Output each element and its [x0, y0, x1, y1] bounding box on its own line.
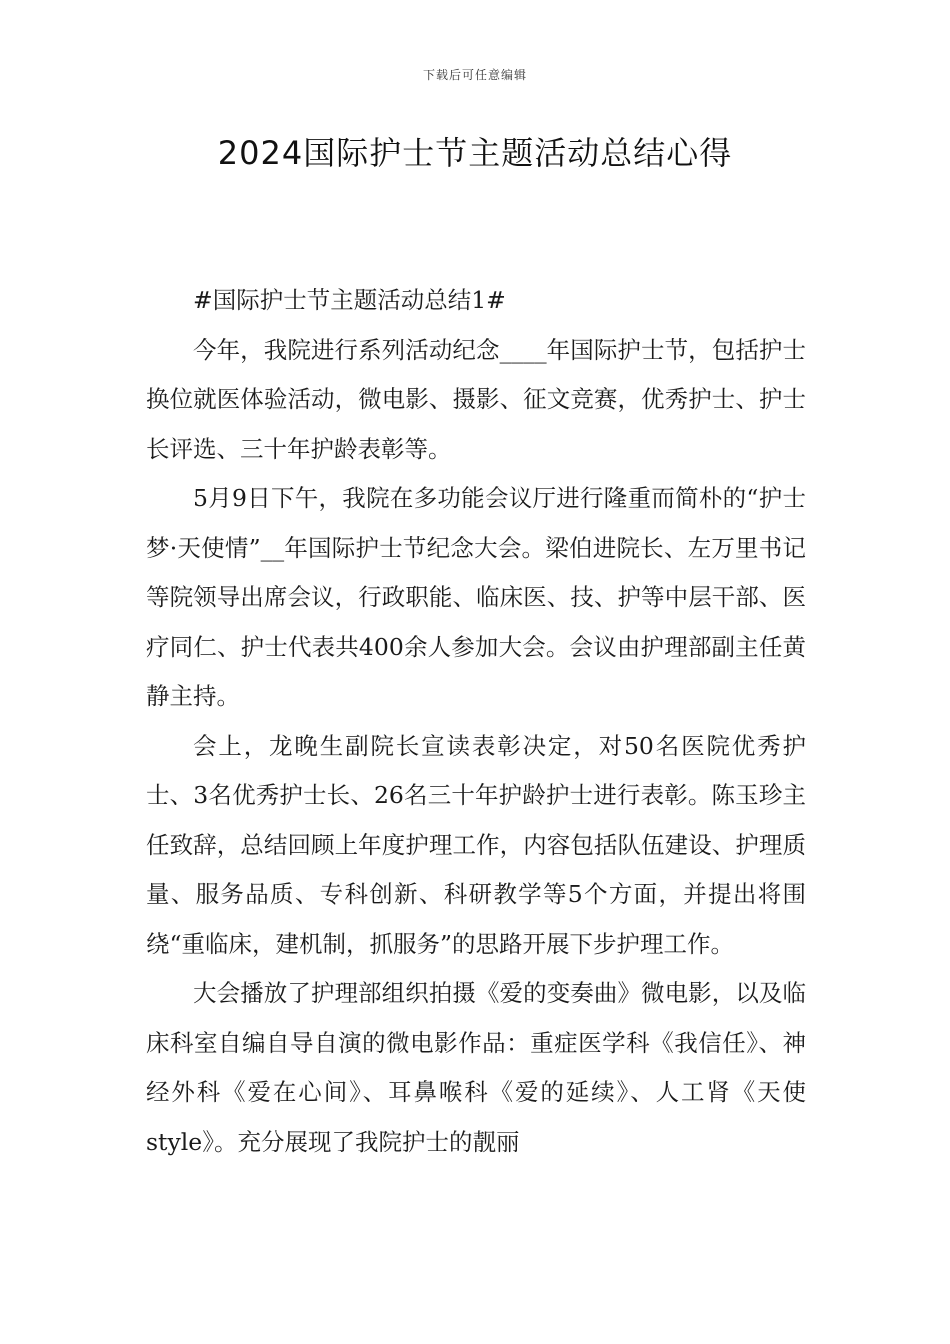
paragraph: 会上，龙晚生副院长宣读表彰决定，对50名医院优秀护士、3名优秀护士长、26名三十年护龄护士进行表彰。陈玉珍主任致辞，总结回顾上年度护理工作，内容包括队伍建设、护理质量、服务品质、专科创新、科研教学等5个方面，并提出将围绕“重临床，建机制，抓服务”的思路开展下步护理工作。 — [146, 731, 806, 958]
paragraph: 5月9日下午，我院在多功能会议厅进行隆重而简朴的“护士梦·天使情”__年国际护士节纪念大会。梁伯进院长、左万里书记等院领导出席会议，行政职能、临床医、技、护等中层干部、医疗同仁、护士代表共400余人参加大会。会议由护理部副主任黄静主持。 — [146, 484, 806, 710]
header-note: 下载后可任意编辑 — [422, 68, 527, 82]
document-title: 2024国际护士节主题活动总结心得 — [217, 134, 733, 172]
document-body — [146, 276, 806, 1167]
section-heading: #国际护士节主题活动总结1# — [193, 286, 506, 314]
paragraph: 大会播放了护理部组织拍摄《爱的变奏曲》微电影，以及临床科室自编自导自演的微电影作品：重症医学科《我信任》、神经外科《爱在心间》、耳鼻喉科《爱的延续》、人工肾《天使style》。充分展现了我院护士的靓丽 — [146, 979, 806, 1156]
paragraph: 今年，我院进行系列活动纪念____年国际护士节，包括护士换位就医体验活动，微电影、摄影、征文竞赛，优秀护士、护士长评选、三十年护龄表彰等。 — [146, 335, 806, 463]
